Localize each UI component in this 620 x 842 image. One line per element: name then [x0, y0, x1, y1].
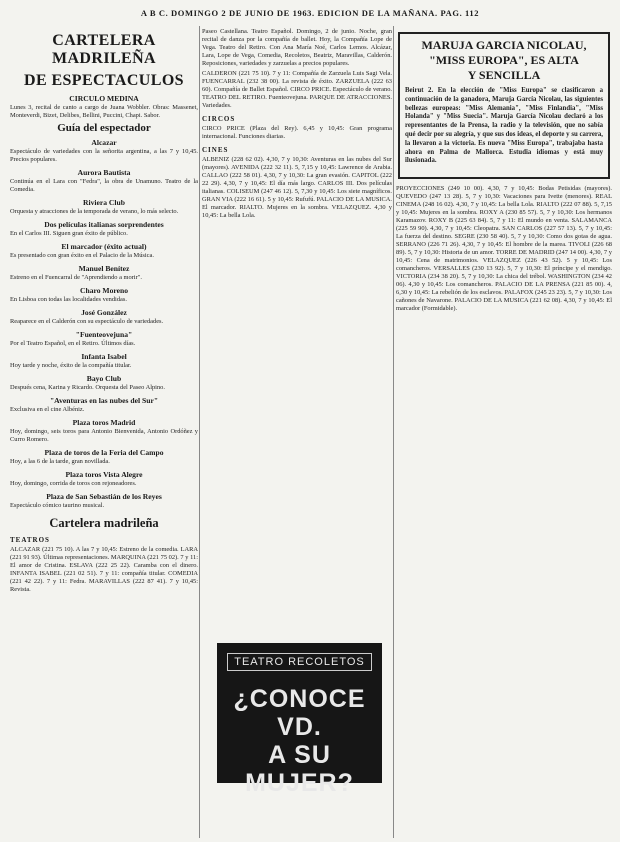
category-label: TEATROS — [10, 536, 50, 544]
category-label: CIRCOS — [202, 115, 236, 123]
guide-entry-text: Orquesta y atracciones de la temporada de verano, lo más selecto. — [10, 208, 179, 215]
news-box — [398, 32, 610, 179]
listing-text: ALCAZAR (221 75 10). A las 7 y 10,45: Estreno de la comedia. LARA (221 91 93). Últimas representaciones. MARQUINA (221 75 02). 7 y 11: El amor de Cristina. ESLAVA (222 25 22). Caramba con el dinero. INFANTA ISABEL (221 02 51). 7 y 11: compañía titular. COMEDIA (221 42 22). 7 y 11: Fedra. MARAVILLAS (222 87 41). 7 y 10,45: Revista. — [10, 546, 198, 593]
guide-entry-title: El marcador (éxito actual) — [61, 242, 147, 251]
guide-entry-title: Charo Moreno — [79, 286, 129, 295]
guide-entry-title: Alcazar — [91, 138, 117, 147]
guide-entry-title: Manuel Benítez — [78, 264, 130, 273]
guide-entry-title: Plaza de toros de la Feria del Campo — [44, 448, 164, 457]
guide-entry-text: Hoy, domingo, corrida de toros con rejoneadores. — [10, 480, 137, 487]
guide-entry-title: Dos películas italianas sorprendentes — [44, 220, 164, 229]
article-text: Lunes 3, recital de canto a cargo de Juana Wobbler. Obras: Massenet, Monteverdi, Bizet, Delibes, Bellini, Puccini, Chapi. Sabor. — [10, 104, 198, 119]
guide-title: Guía del espectador — [57, 122, 151, 134]
subheading: CIRCULO MEDINA — [69, 94, 139, 103]
guide-entry-text: Espectáculo cómico taurino musical. — [10, 502, 105, 509]
guide-entry-text: Después cena, Karina y Ricardo. Orquesta del Paseo Alpino. — [10, 384, 165, 391]
section-title: Cartelera madrileña — [49, 516, 159, 530]
section-title: DE ESPECTACULOS — [24, 72, 184, 89]
ad-headline: A SU MUJER? — [245, 741, 354, 797]
column-middle — [202, 28, 392, 838]
guide-entry-text: Hoy, domingo, seis toros para Antonio Bienvenida, Antonio Ordóñez y Curro Romero. — [10, 428, 198, 443]
guide-entry-title: Plaza de San Sebastián de los Reyes — [46, 492, 162, 501]
listing-text: Paseo Castellana. Teatro Español. Domingo, 2 de junio. Noche, gran recital de danza por la compañía de ballet. Hoy, la Compañía Lope de Vega. Teatro del Retiro. Con Ana María Noé, Carlos Lemos. Alcázar, Lara, Lope de Vega, Comedia, Recoletos, Beatriz, Maravillas, Calderón. Reposiciones, variedades y zarzuelas a precios populares. — [202, 28, 392, 67]
news-headline: Y SENCILLA — [467, 68, 541, 82]
guide-entry-title: Aurora Bautista — [77, 168, 131, 177]
category-label: CINES — [202, 146, 229, 154]
guide-entry-title: Riviera Club — [83, 198, 125, 207]
column-right — [396, 28, 612, 838]
news-body: Beirut 2. En la elección de "Miss Europa" se clasificaron a continuación de la ganadora, Maruja García Nicolau, las siguientes bellezas europeas: "Miss Alemania", "Miss Finlandia", "Miss Holanda" y "Miss Suecia". Maruja García Nicolau declaró a los representantes de la Prensa, la radio y la televisión, que no sabía qué decir por su alegría, y que sus dos ideas, el deporte y su carrera, la llevaron a la victoria. Es nueva "Miss Europa", trabajaba hasta ahora en Palma de Mallorca. Estudia idiomas y está muy ilusionada. — [405, 87, 603, 165]
guide-entry-title: Infanta Isabel — [81, 352, 127, 361]
advertisement — [217, 643, 382, 797]
listing-text: ALBENIZ (228 62 02). 4,30, 7 y 10,30: Aventuras en las nubes del Sur (mayores). AVENIDA (222 32 11). 5, 7,15 y 10,45: Lawrence de Arabia. CALLAO (222 58 01). 4,30, 7 y 10,30: La gran evasión. CAPITOL (222 22 29). 4,30, 7 y 10,45: El día más largo. CARLOS III. Dos películas italianas. COLISEUM (247 46 12). 5, 7,30 y 10,45: Los siete magníficos. GRAN VIA (222 16 61). 5 y 10,45: Rufufú. PALACIO DE LA MUSICA. El marcador. RIALTO. Mujeres en la sombra. VELAZQUEZ. 4,30 y 10,45: La bella Lola. — [202, 156, 392, 219]
section-title: CARTELERA MADRILEÑA — [51, 32, 157, 67]
listing-text: PROYECCIONES (249 10 00). 4,30, 7 y 10,45: Bodas Petisidas (mayores). QUEVEDO (247 13 28). 5, 7 y 10,30: Vacaciones para Ivette (menores). REAL CINEMA (248 16 02). 4,30, 7 y 10,45: La bella Lola. RIALTO (222 07 88). 5, 7,15 y 10,45: Mujeres en la sombra. ROXY A (230 85 57). 5, 7 y 10,30: Los hermanos Karamazov. ROXY B (225 63 84). 5, 7 y 11: El mundo en venta. SALAMANCA (225 59 90). 4,30, 7 y 10,45: Cleopatra. SAN CARLOS (227 57 13). 5, 7 y 10,45: La fuerza del destino. SEGRE (230 58 40). 5, 7 y 10,30: Como dos gotas de agua. SERRANO (226 71 26). 4,30, 7 y 10,45: El hombre de la marea. TIVOLI (226 68 89). 5, 7 y 10,30: Historia de un amor. TORRE DE MADRID (247 14 00). 4,30, 7 y 10,45: Cena de matrimonios. VELAZQUEZ (226 43 52). 5 y 10,45: Los comancheros. VERSALLES (230 13 92). 5, 7 y 10,30: El príncipe y el mendigo. VICTORIA (234 38 20). 5, 7 y 10,30: La chica del trébol. WASHINGTON (234 42 06). 4,30 y 10,45: Los comancheros. PALACIO DE LA PRENSA (221 85 00). 4, 6,30 y 10,45: La rebelión de los esclavos. PALAFOX (245 23 23). 5, 7 y 10,30: Los cañones de Navarone. PALACIO DE LA MUSICA (221 62 08). 4,30, 7 y 10,45: El marcador (Formidable). — [396, 184, 612, 312]
news-headline: "MISS EUROPA", ES ALTA — [429, 53, 579, 67]
guide-entry-text: Hoy, a las 6 de la tarde, gran novillada. — [10, 458, 110, 465]
column-divider — [393, 26, 394, 838]
ad-headline: ¿CONOCE VD. — [233, 685, 366, 741]
guide-entries — [10, 138, 198, 510]
guide-entry-title: Plaza toros Vista Alegre — [65, 470, 143, 479]
column-left — [10, 28, 198, 838]
guide-entry-text: Hoy tarde y noche, éxito de la compañía titular. — [10, 362, 132, 369]
guide-entry-text: Exclusiva en el cine Albéniz. — [10, 406, 85, 413]
guide-entry-text: Espectáculo de variedades con la señorita argentina, a las 7 y 10,45. Precios populares. — [10, 148, 198, 163]
listing-text: CALDERON (221 75 10). 7 y 11: Compañía de Zarzuela Luis Sagi Vela. FUENCARRAL (232 38 00). La revista de éxito. ZARZUELA (222 63 60). Compañía de Ballet Español. CIRCO PRICE. Espectáculo de verano. TEATRO DEL RETIRO. Fuenteovejuna. PARQUE DE ATRACCIONES. Variedades. — [202, 70, 392, 109]
guide-entry-text: En Lisboa con todas las localidades vendidas. — [10, 296, 127, 303]
guide-entry-title: Bayo Club — [86, 374, 122, 383]
guide-entry-title: "Fuenteovejuna" — [75, 330, 133, 339]
guide-entry-text: Estreno en el Fuencarral de "Aprendiendo a morir". — [10, 274, 142, 281]
guide-entry-title: "Aventuras en las nubes del Sur" — [49, 396, 159, 405]
ad-theater-name: TEATRO RECOLETOS — [227, 653, 372, 671]
guide-entry-text: En el Carlos III. Siguen gran éxito de público. — [10, 230, 128, 237]
page-header: A B C. DOMINGO 2 DE JUNIO DE 1963. EDICION DE LA MAÑANA. PAG. 112 — [140, 8, 480, 18]
guide-entry-title: José González — [81, 308, 127, 317]
guide-entry-text: Por el Teatro Español, en el Retiro. Últimos días. — [10, 340, 136, 347]
guide-entry-text: Reaparece en el Calderón con su espectáculo de variedades. — [10, 318, 164, 325]
guide-entry-text: Continúa en el Lara con "Fedra", la obra de Unamuno. Teatro de la Comedia. — [10, 178, 198, 193]
column-divider — [199, 26, 200, 838]
guide-entry-text: Es presentado con gran éxito en el Palacio de la Música. — [10, 252, 154, 259]
news-headline: MARUJA GARCIA NICOLAU, — [421, 38, 587, 52]
guide-entry-title: Plaza toros Madrid — [72, 418, 136, 427]
listing-text: CIRCO PRICE (Plaza del Rey). 6,45 y 10,45: Gran programa internacional. Funciones diarias. — [202, 125, 392, 140]
